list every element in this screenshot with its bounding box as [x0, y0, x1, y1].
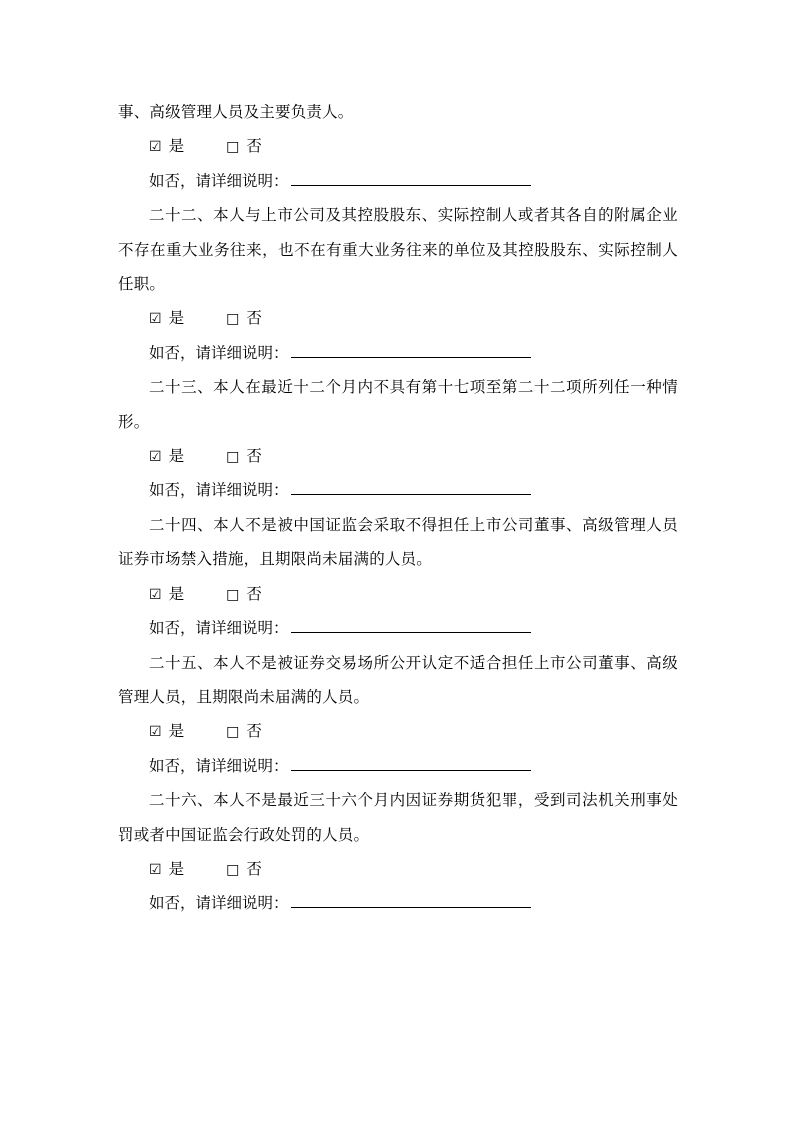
checkbox-no-unchecked-icon[interactable]: □ [226, 311, 240, 328]
yes-no-choice-row [118, 130, 678, 164]
yes-no-choice-row [118, 302, 678, 336]
checkbox-no-label: 否 [246, 723, 262, 741]
explanation-label: 如否，请详细说明： [149, 344, 289, 362]
checkbox-yes-label: 是 [168, 310, 185, 328]
checkbox-no-unchecked-icon[interactable]: □ [226, 449, 240, 466]
checkbox-no-label: 否 [246, 860, 262, 878]
checkbox-yes-label: 是 [168, 138, 185, 156]
explanation-blank-field[interactable] [291, 893, 531, 909]
checkbox-yes-checked-icon[interactable]: ☑ [149, 586, 162, 603]
paragraph: 事、高级管理人员及主要负责人。 [118, 104, 354, 121]
paragraph: 二十五、本人不是被证券交易场所公开认定不适合担任上市公司董事、高级管理人员，且期限尚未届满的人员。 [118, 654, 678, 706]
checkbox-yes-checked-icon[interactable]: ☑ [149, 139, 162, 156]
explanation-blank-field[interactable] [291, 170, 531, 186]
paragraph: 二十六、本人不是最近三十六个月内因证券期货犯罪，受到司法机关刑事处罚或者中国证监会行政处罚的人员。 [118, 792, 678, 844]
explanation-row [118, 337, 678, 371]
explanation-label: 如否，请详细说明： [149, 172, 289, 190]
explanation-blank-field[interactable] [291, 755, 531, 771]
paragraph: 二十四、本人不是被中国证监会采取不得担任上市公司董事、高级管理人员证券市场禁入措施，且期限尚未届满的人员。 [118, 516, 678, 569]
checkbox-yes-checked-icon[interactable]: ☑ [149, 724, 162, 741]
checkbox-no-label: 否 [246, 448, 262, 466]
explanation-label: 如否，请详细说明： [149, 895, 289, 913]
document-body [118, 96, 678, 922]
checkbox-no-unchecked-icon[interactable]: □ [226, 724, 240, 741]
paragraph: 二十二、本人与上市公司及其控股股东、实际控制人或者其各自的附属企业不存在重大业务往来，也不在有重大业务往来的单位及其控股股东、实际控制人任职。 [118, 207, 678, 294]
checkbox-yes-checked-icon[interactable]: ☑ [149, 861, 162, 878]
yes-no-choice-row [118, 853, 678, 887]
checkbox-no-unchecked-icon[interactable]: □ [226, 586, 240, 603]
yes-no-choice-row [118, 715, 678, 749]
explanation-row [118, 750, 678, 784]
checkbox-yes-label: 是 [168, 723, 185, 741]
yes-no-choice-row [118, 440, 678, 474]
paragraph: 二十三、本人在最近十二个月内不具有第十七项至第二十二项所列任一种情形。 [118, 379, 678, 431]
checkbox-no-unchecked-icon[interactable]: □ [226, 861, 240, 878]
explanation-row [118, 474, 678, 508]
checkbox-no-label: 否 [246, 310, 262, 328]
yes-no-choice-row [118, 578, 678, 612]
explanation-label: 如否，请详细说明： [149, 757, 289, 775]
checkbox-yes-label: 是 [168, 860, 185, 878]
explanation-blank-field[interactable] [291, 617, 531, 633]
checkbox-no-unchecked-icon[interactable]: □ [226, 139, 240, 156]
explanation-label: 如否，请详细说明： [149, 482, 289, 500]
checkbox-yes-label: 是 [168, 448, 185, 466]
explanation-row [118, 612, 678, 646]
explanation-row [118, 165, 678, 199]
explanation-row [118, 887, 678, 921]
explanation-label: 如否，请详细说明： [149, 620, 289, 638]
checkbox-yes-checked-icon[interactable]: ☑ [149, 311, 162, 328]
checkbox-no-label: 否 [246, 585, 262, 603]
explanation-blank-field[interactable] [291, 342, 531, 358]
checkbox-yes-label: 是 [168, 585, 185, 603]
checkbox-yes-checked-icon[interactable]: ☑ [149, 449, 162, 466]
checkbox-no-label: 否 [246, 138, 262, 156]
explanation-blank-field[interactable] [291, 480, 531, 496]
